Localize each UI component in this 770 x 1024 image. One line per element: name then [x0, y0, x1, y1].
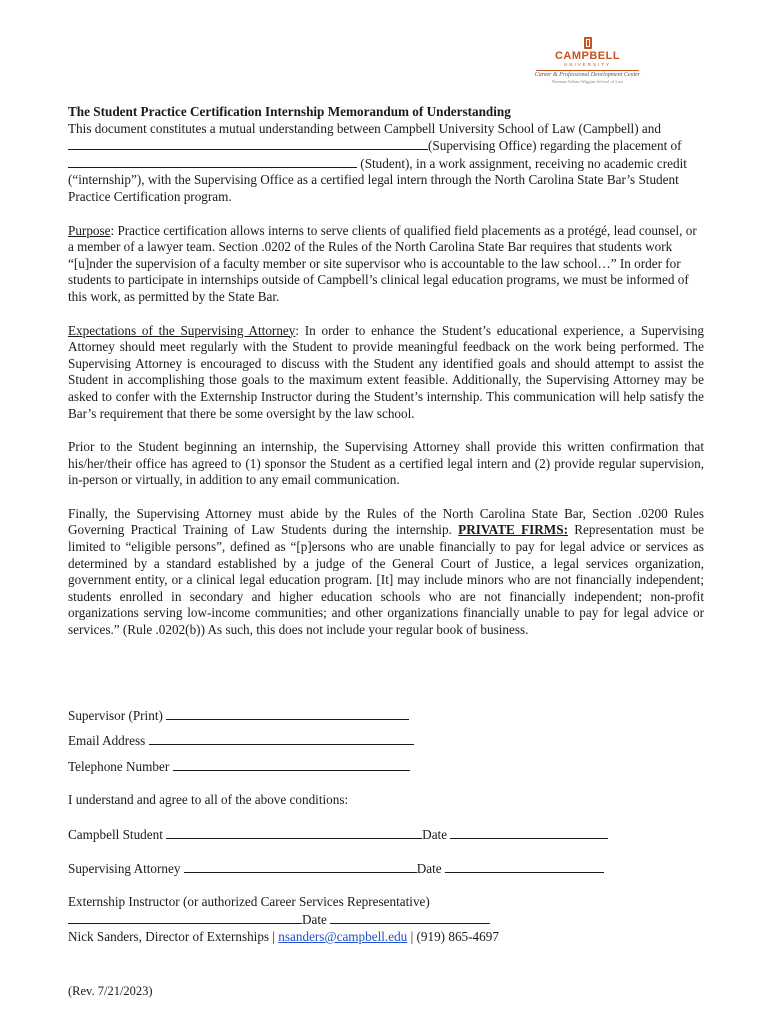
finally-text-1: Finally, the Supervising Attorney must abide by the Rules of the North Carolina State Bar, Section .0200 Rules Governing Practical Training of Law Students during the internship.	[68, 505, 704, 538]
campbell-seal-icon	[581, 36, 595, 50]
externship-instructor-date-blank[interactable]	[330, 911, 490, 924]
revision-date: (Rev. 7/21/2023)	[68, 984, 153, 998]
purpose-paragraph	[68, 223, 704, 306]
intro-text-2: (Supervising Office) regarding the placement of	[428, 138, 682, 154]
private-firms-label: PRIVATE FIRMS:	[458, 522, 568, 538]
telephone-number-row	[68, 758, 410, 775]
prior-paragraph: Prior to the Student beginning an internship, the Supervising Attorney shall provide this written confirmation that his/her/their office has agreed to (1) sponsor the Student as a certified legal intern and (2) provide regular supervision, in-person or virtually, in addition to any email communication.	[68, 439, 704, 488]
contact-line	[68, 929, 499, 945]
purpose-heading: Purpose	[68, 222, 111, 238]
campbell-student-date-blank[interactable]	[450, 826, 608, 839]
purpose-text: : Practice certification allows interns to serve clients of qualified field placements as a protégé, lead counsel, or a member of a lawyer team. Section .0202 of the Rules of the North Carolina State Bar requires that students work “[u]nder the supervision of a faculty member or site supervisor who is accountable to the law school…” In order for students to participate in internships outside of Campbell’s clinical legal education programs, we must be informed of this work, as permitted by the State Bar.	[68, 222, 697, 304]
externship-instructor-row	[68, 911, 490, 928]
supervising-attorney-label: Supervising Attorney	[68, 861, 181, 876]
finally-text-2: Representation must be limited to “eligible persons”, defined as “[p]ersons who are unable financially to pay for legal advice or services as determined by a standard established by a judge of the General Court of Justice, a legal services organization, government entity, or a clinical legal education program. [It] may include minors who are not financially independent; students enrolled in secondary and higher education schools who are not financially independent; non-profit organizations serving low-income communities; and other organizations financially unable to pay for legal advice or services.” (Rule .0202(b)) As such, this does not include your regular book of business.	[68, 522, 704, 638]
contact-phone: | (919) 865-4697	[407, 929, 499, 944]
supervisor-print-label: Supervisor (Print)	[68, 708, 163, 723]
contact-name: Nick Sanders, Director of Externships |	[68, 929, 279, 944]
externship-instructor-date-label: Date	[302, 912, 327, 927]
student-name-blank[interactable]	[68, 155, 357, 168]
expectations-heading: Expectations of the Supervising Attorney	[68, 322, 296, 338]
externship-instructor-label: Externship Instructor (or authorized Career Services Representative)	[68, 894, 430, 909]
contact-email-link[interactable]: nsanders@campbell.edu	[278, 929, 408, 944]
logo-sub: UNIVERSITY	[563, 62, 611, 67]
intro-text-3: (Student), in a work assignment, receiving no academic credit (“internship”), with the Supervising Office as a certified legal intern through the North Carolina State Bar’s Student Practice Certification program.	[68, 155, 687, 204]
supervising-attorney-date-blank[interactable]	[445, 860, 604, 873]
finally-paragraph	[68, 506, 704, 639]
externship-instructor-signature-blank[interactable]	[68, 911, 302, 924]
intro-text-1: This document constitutes a mutual understanding between Campbell University School of Law (Campbell) and	[68, 120, 661, 136]
document-title: The Student Practice Certification Internship Memorandum of Understanding	[68, 104, 511, 119]
supervising-office-blank[interactable]	[68, 137, 428, 150]
logo-divider	[536, 70, 639, 71]
intro-paragraph	[68, 121, 704, 206]
campbell-student-signature-blank[interactable]	[166, 826, 422, 839]
agree-statement: I understand and agree to all of the above conditions:	[68, 792, 349, 807]
campbell-student-label: Campbell Student	[68, 827, 163, 842]
expectations-paragraph	[68, 323, 704, 423]
expectations-text: : In order to enhance the Student’s educational experience, a Supervising Attorney should meet regularly with the Student to provide meaningful feedback on the work being performed. The Supervising Attorney is encouraged to discuss with the Student any identified goals and should attempt to assist the Student in accomplishing those goals to the maximum extent feasible. Additionally, the Supervising Attorney may be asked to confer with the Externship Instructor during the Student’s internship. This communication will help satisfy the Bar’s requirement that there be some oversight by the law school.	[68, 322, 704, 421]
supervising-attorney-date-label: Date	[416, 861, 442, 876]
logo-school: Norman Adrian Wiggins School of Law	[551, 79, 624, 84]
logo-department: Career & Professional Development Center	[534, 72, 641, 78]
campbell-student-row	[68, 826, 608, 843]
email-address-row	[68, 732, 414, 749]
email-address-label: Email Address	[68, 733, 146, 748]
supervisor-print-row	[68, 707, 409, 724]
supervisor-print-blank[interactable]	[166, 707, 409, 720]
telephone-number-label: Telephone Number	[68, 759, 170, 774]
document-body	[68, 104, 704, 639]
campbell-student-date-label: Date	[422, 827, 448, 842]
logo-name: CAMPBELL	[554, 50, 621, 62]
supervising-attorney-row	[68, 860, 604, 877]
campbell-logo	[530, 36, 645, 88]
email-address-blank[interactable]	[149, 732, 414, 745]
supervising-attorney-signature-blank[interactable]	[184, 860, 417, 873]
telephone-number-blank[interactable]	[173, 758, 410, 771]
